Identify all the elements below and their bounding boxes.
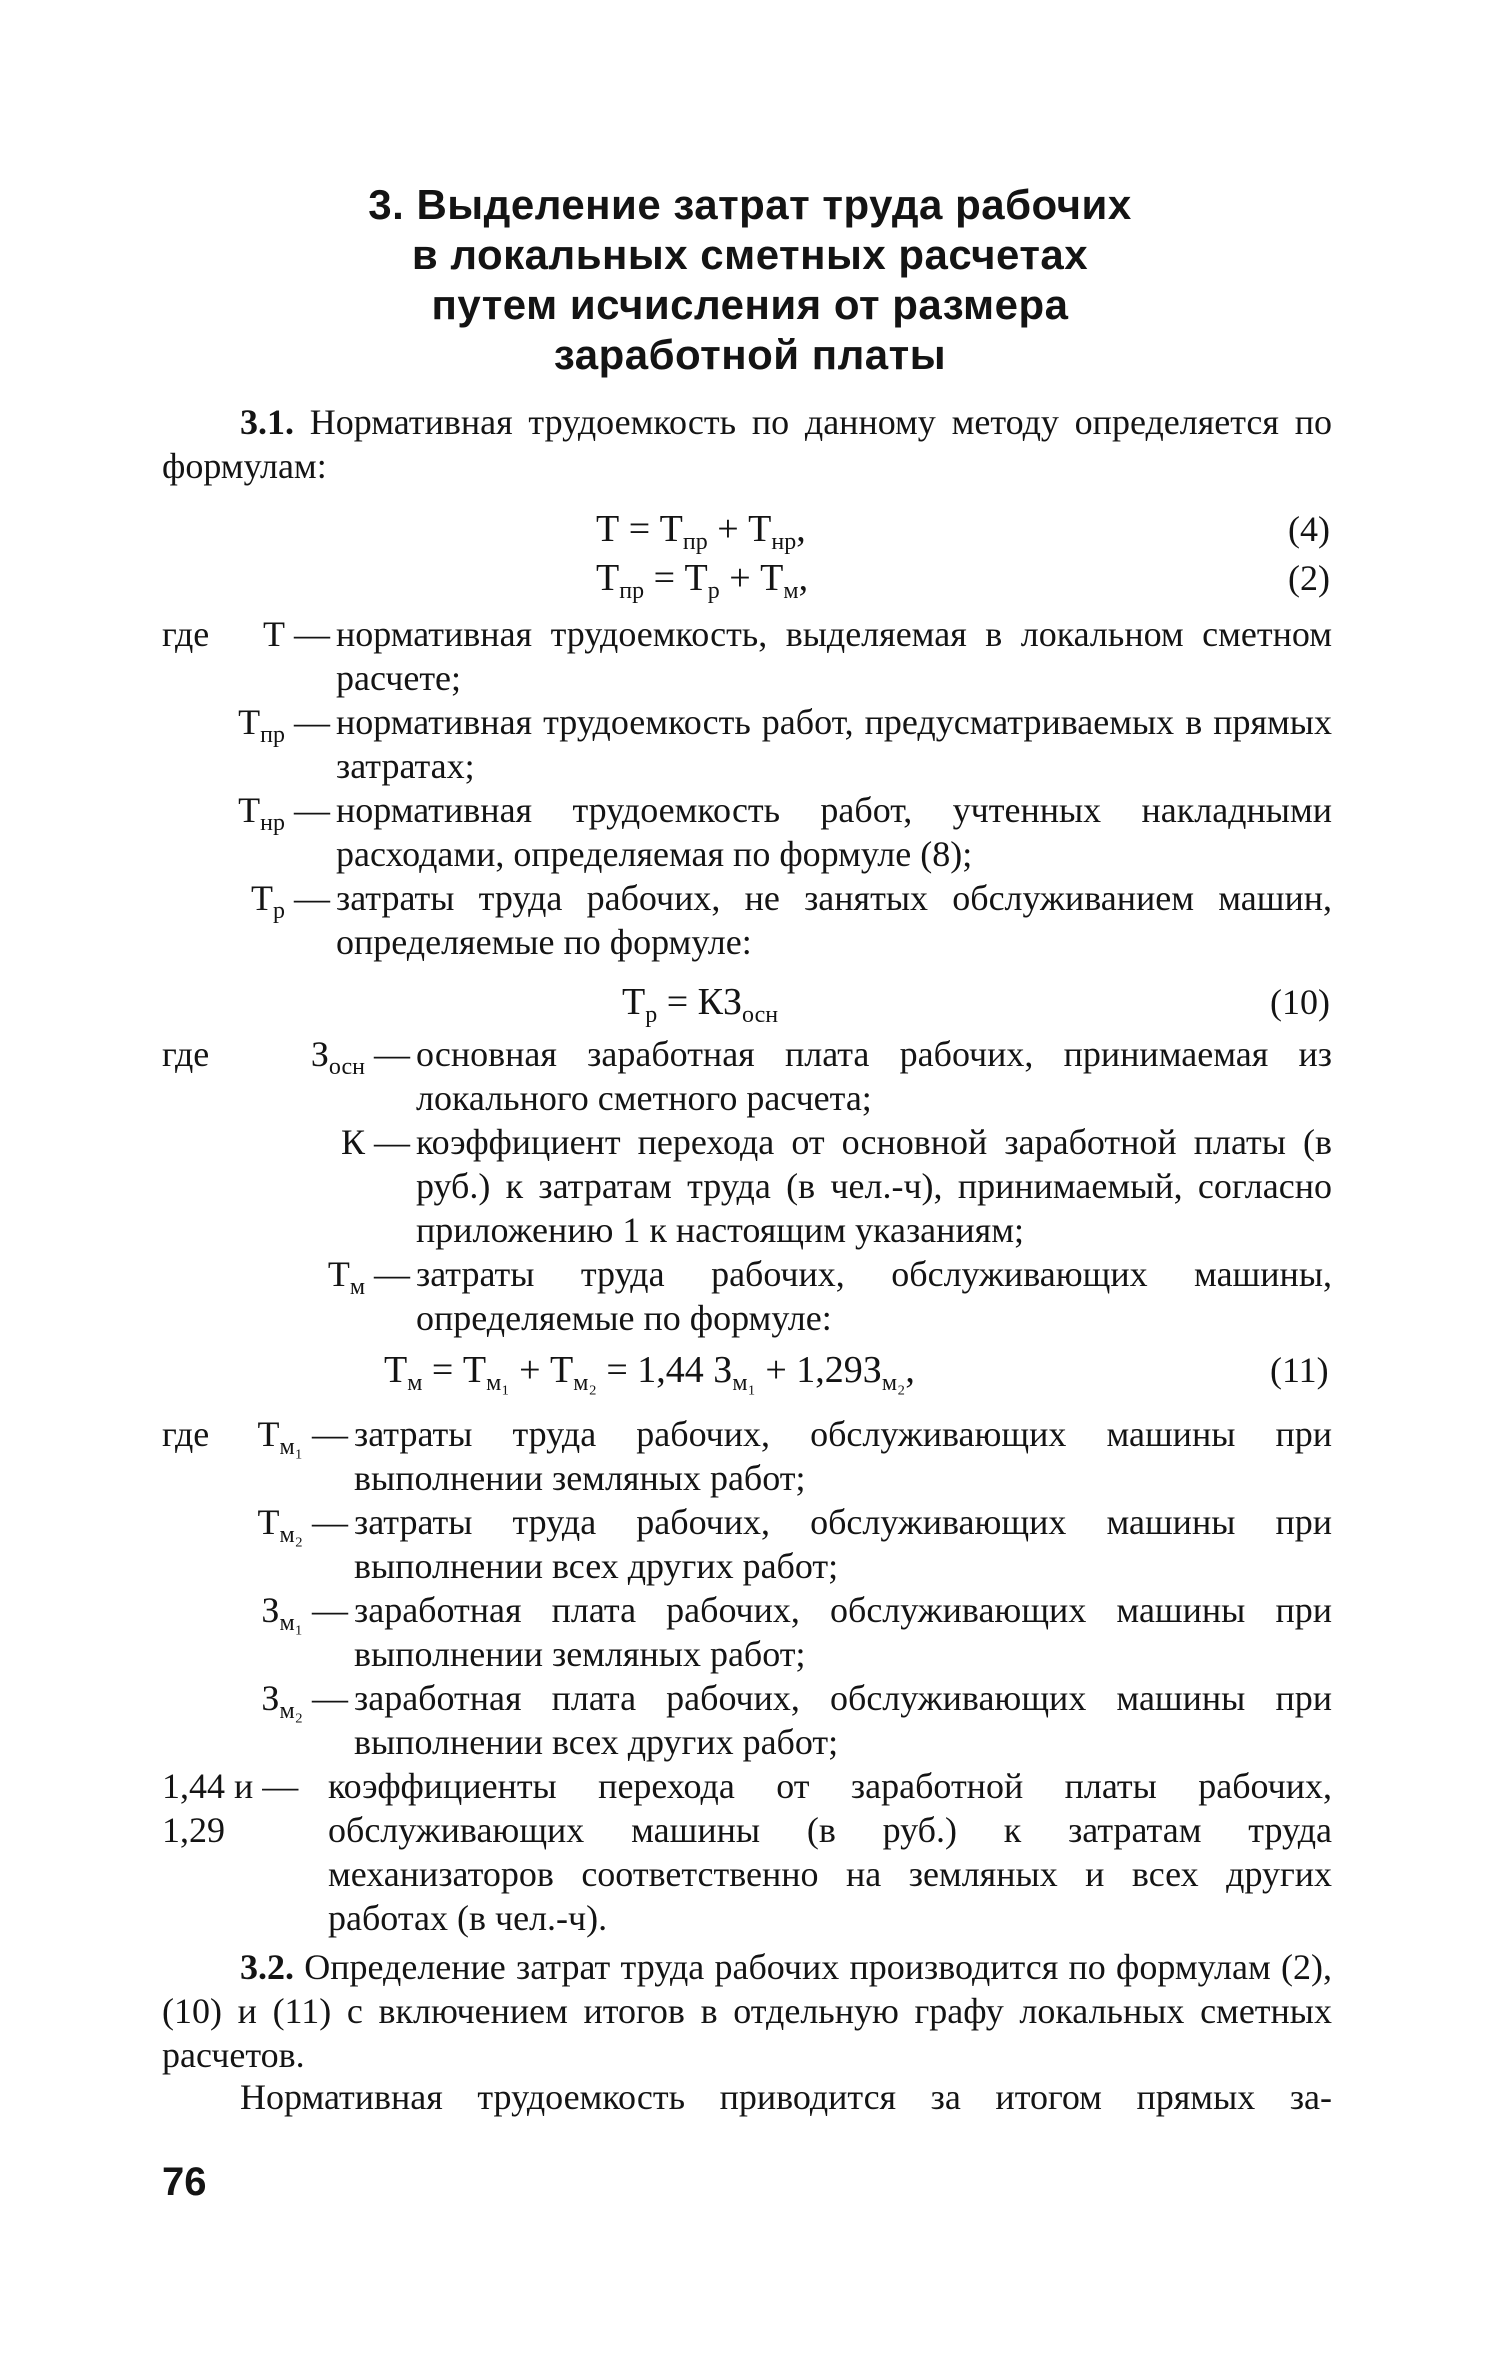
definition-term: $Т_{м_2}$ — bbox=[257, 1502, 348, 1548]
page-number: 76 bbox=[162, 2160, 207, 2204]
formula-part: = Т bbox=[644, 557, 708, 599]
definition-text: заработная плата рабочих, обслуживающих машины при выполнении земляных работ; bbox=[354, 1590, 1332, 1674]
paragraph-text: Нормативная трудоемкость по данному методу определяется по формулам: bbox=[162, 402, 1333, 486]
formula-part: Т bbox=[622, 981, 646, 1023]
formula-10 bbox=[622, 980, 779, 1028]
title-line: путем исчисления от размера bbox=[431, 281, 1069, 328]
formula-part: Т bbox=[384, 1349, 408, 1391]
formula-part: + Т bbox=[509, 1349, 574, 1391]
formula-part: + Т bbox=[719, 557, 784, 599]
formula-sub: нр bbox=[771, 529, 797, 555]
definition-text: нормативная трудоемкость работ, учтенных накладными расходами, определяемая по формуле (8); bbox=[336, 790, 1332, 874]
definition-text: затраты труда рабочих, обслуживающих машины при выполнении земляных работ; bbox=[354, 1414, 1332, 1498]
definition-term: К — bbox=[340, 1122, 410, 1162]
paragraph-3-2 bbox=[162, 1945, 1332, 2077]
definition-text: основная заработная плата рабочих, принимаемая из локального сметного расчета; bbox=[416, 1034, 1332, 1118]
where-label: где bbox=[162, 1414, 210, 1454]
definition-term: $Т_{нр}$ — bbox=[238, 790, 330, 836]
definition-term: $Т_{м_1}$ — bbox=[257, 1414, 348, 1460]
formula-part: Т = Т bbox=[596, 508, 683, 550]
formula-sub: м₁ bbox=[486, 1370, 510, 1396]
formula-sub: м bbox=[783, 578, 799, 604]
formula-sub: м₂ bbox=[573, 1370, 597, 1396]
formula-part: , bbox=[796, 508, 806, 550]
formula-part: = 1,44 З bbox=[596, 1349, 733, 1391]
formula-sub: р bbox=[707, 578, 720, 604]
formula-sub: м₁ bbox=[732, 1370, 756, 1396]
paragraph-number: 3.2. bbox=[240, 1947, 294, 1987]
definition-text: нормативная трудоемкость работ, предусматриваемых в прямых затратах; bbox=[336, 702, 1332, 786]
paragraph-text: Определение затрат труда рабочих производится по формулам (2), (10) и (11) с включением итогов в отдельную графу локальных сметных расчетов. bbox=[162, 1947, 1332, 2075]
paragraph-number: 3.1. bbox=[240, 402, 294, 442]
where-label: где bbox=[162, 614, 210, 654]
formula-4 bbox=[596, 507, 806, 555]
formula-number: (11) bbox=[1270, 1350, 1329, 1390]
definition-text: заработная плата рабочих, обслуживающих машины при выполнении всех других работ; bbox=[354, 1678, 1332, 1762]
definition-text: затраты труда рабочих, обслуживающих машины, определяемые по формуле: bbox=[416, 1254, 1332, 1338]
definition-text: нормативная трудоемкость, выделяемая в локальном сметном расчете; bbox=[336, 614, 1332, 698]
formula-part: Т bbox=[596, 557, 620, 599]
formula-11 bbox=[384, 1348, 915, 1396]
where-label: где bbox=[162, 1034, 210, 1074]
definition-text: затраты труда рабочих, не занятых обслуживанием машин, определяемые по формуле: bbox=[336, 878, 1332, 962]
formula-sub: осн bbox=[742, 1002, 779, 1028]
title-line: в локальных сметных расчетах bbox=[411, 231, 1089, 278]
formula-sub: м₂ bbox=[881, 1370, 906, 1396]
formula-part: , bbox=[905, 1349, 915, 1391]
formula-number: (2) bbox=[1288, 558, 1330, 598]
definition-term: $Т_р$ — bbox=[251, 878, 330, 924]
definition-text: затраты труда рабочих, обслуживающих машины при выполнении всех других работ; bbox=[354, 1502, 1332, 1586]
paragraph-text: Нормативная трудоемкость приводится за итогом прямых за- bbox=[240, 2077, 1332, 2117]
title-line: 3. Выделение затрат труда рабочих bbox=[368, 181, 1132, 228]
definition-term: 1,29 bbox=[162, 1810, 225, 1850]
formula-sub: м bbox=[407, 1370, 423, 1396]
definition-term: $З_{м_2}$ — bbox=[261, 1678, 348, 1724]
paragraph-3-1 bbox=[162, 400, 1332, 488]
definition-term: Т — bbox=[263, 614, 330, 654]
definition-term: $З_{осн}$ — bbox=[310, 1034, 410, 1080]
formula-sub: р bbox=[645, 1002, 658, 1028]
definition-term: $З_{м_1}$ — bbox=[261, 1590, 348, 1636]
formula-part: + 1,29З bbox=[755, 1349, 882, 1391]
definition-text: коэффициент перехода от основной заработной платы (в руб.) к затратам труда (в чел.-ч), принимаемый, согласно приложению 1 к настоящим указаниям; bbox=[416, 1122, 1332, 1250]
formula-part: , bbox=[798, 557, 809, 599]
formula-part: + Т bbox=[707, 508, 772, 550]
section-title bbox=[250, 180, 1250, 380]
definition-text: коэффициенты перехода от заработной платы рабочих, обслуживающих машины (в руб.) к затратам труда механизаторов соответственно на земляных и всех других работах (в чел.-ч). bbox=[328, 1766, 1332, 1938]
formula-sub: пр bbox=[682, 529, 708, 555]
formula-number: (4) bbox=[1288, 509, 1330, 549]
formula-sub: пр bbox=[619, 578, 645, 604]
title-line: заработной платы bbox=[553, 331, 947, 378]
definition-term: $Т_м$ — bbox=[327, 1254, 410, 1300]
definition-term: $Т_{пр}$ — bbox=[238, 702, 330, 748]
formula-part: = Т bbox=[422, 1349, 487, 1391]
formula-number: (10) bbox=[1270, 982, 1330, 1022]
definition-term: 1,44 и — bbox=[162, 1766, 299, 1806]
formula-part: = КЗ bbox=[657, 981, 743, 1023]
formula-2 bbox=[596, 556, 809, 604]
